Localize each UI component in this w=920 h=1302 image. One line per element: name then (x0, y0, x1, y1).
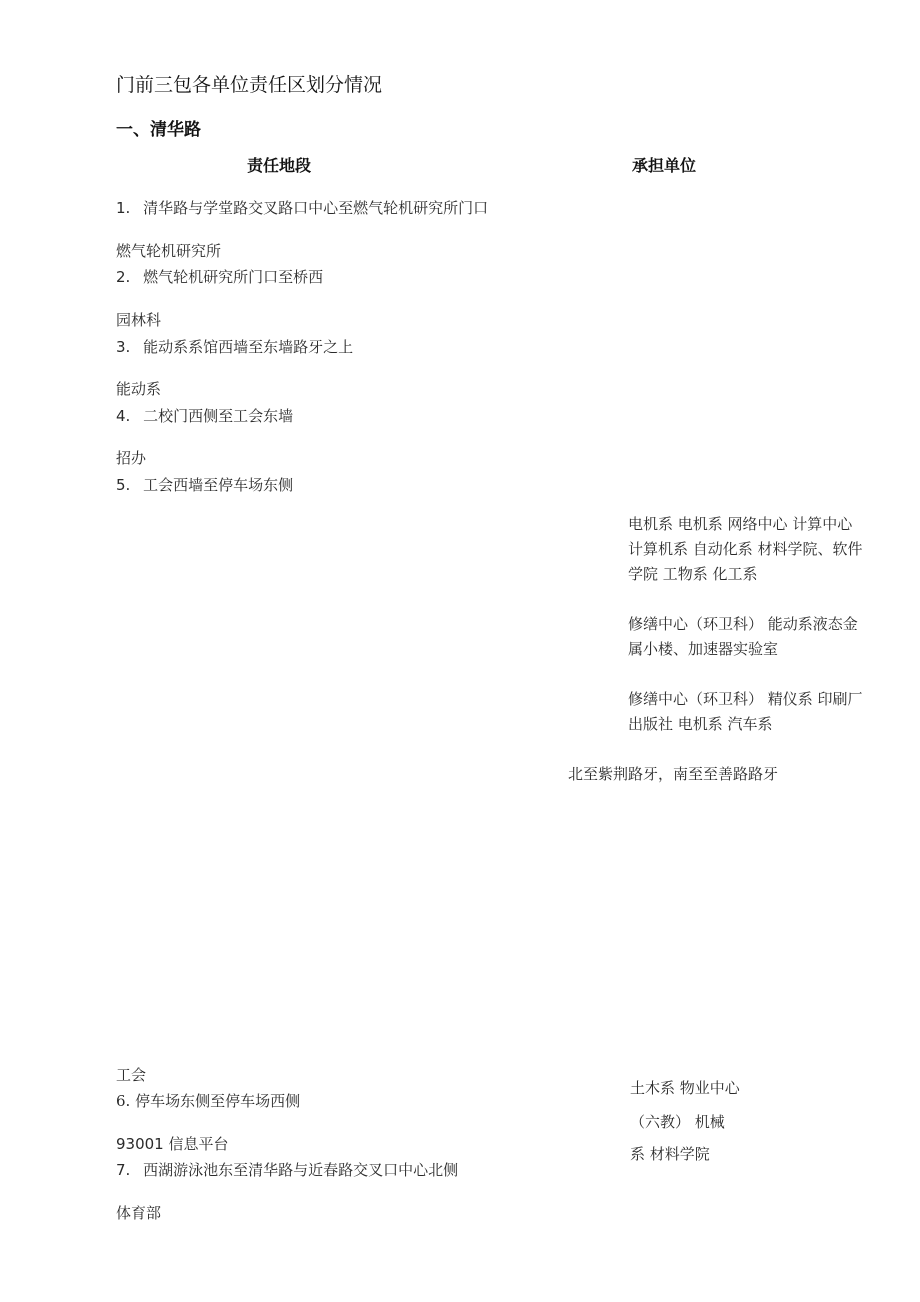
unit-label: 招办 (116, 449, 147, 467)
unit-label: 燃气轮机研究所 (116, 242, 222, 260)
column-header-unit: 承担单位 (632, 156, 697, 175)
list-item (116, 197, 488, 218)
clipped-unit-line (630, 1143, 830, 1163)
unit-label: 体育部 (116, 1204, 162, 1222)
item-text: 燃气轮机研究所门口至桥西 (143, 268, 324, 286)
list-item (116, 474, 293, 495)
unit-name: 信息平台 (168, 1135, 229, 1153)
item-text: 清华路与学堂路交叉路口中心至燃气轮机研究所门口 (143, 199, 489, 217)
unit-line: 计算机系 自动化系 材料学院、软件 (628, 540, 863, 558)
item-text: 二校门西侧至工会东墙 (143, 407, 294, 425)
item-number: 5. (116, 476, 131, 494)
unit-line: 电机系 电机系 网络中心 计算中心 (628, 515, 853, 533)
item-text: 能动系系馆西墙至东墙路牙之上 (143, 338, 354, 356)
column-header-segment: 责任地段 (247, 156, 312, 175)
list-item (116, 266, 323, 287)
unit-line: 修缮中心（环卫科） 精仪系 印刷厂 (628, 690, 863, 708)
list-item (116, 405, 293, 426)
item-number: 7. (116, 1161, 131, 1179)
unit-line: 出版社 电机系 汽车系 (628, 715, 773, 733)
unit-code: 93001 (116, 1135, 164, 1153)
page-title: 门前三包各单位责任区划分情况 (116, 74, 383, 96)
unit-line: 学院 工物系 化工系 (628, 565, 758, 583)
unit-label: 工会 (116, 1066, 147, 1084)
unit-line: 土木系 物业中心 (630, 1079, 740, 1097)
item-number: 4. (116, 407, 131, 425)
item-text: 西湖游泳池东至清华路与近春路交叉口中心北侧 (143, 1161, 459, 1179)
unit-label (116, 1133, 229, 1154)
unit-line: （六教） 机械 (630, 1113, 725, 1131)
list-item (116, 336, 353, 357)
unit-label: 能动系 (116, 380, 162, 398)
item-number: 3. (116, 338, 131, 356)
item-text: 工会西墙至停车场东侧 (143, 476, 294, 494)
unit-label: 园林科 (116, 311, 162, 329)
item-number: 2. (116, 268, 131, 286)
unit-line: 系 材料学院 (630, 1145, 710, 1163)
list-item (116, 1159, 458, 1180)
list-item: 6. 停车场东侧至停车场西侧 (116, 1092, 301, 1110)
item-number: 1. (116, 199, 131, 217)
unit-block (628, 687, 900, 737)
section-heading: 一、清华路 (116, 120, 201, 140)
boundary-note: 北至紫荆路牙，南至至善路路牙 (568, 765, 779, 783)
unit-block (628, 512, 900, 587)
unit-line: 属小楼、加速器实验室 (628, 640, 779, 658)
unit-block (628, 612, 900, 662)
unit-line: 修缮中心（环卫科） 能动系液态金 (628, 615, 858, 633)
